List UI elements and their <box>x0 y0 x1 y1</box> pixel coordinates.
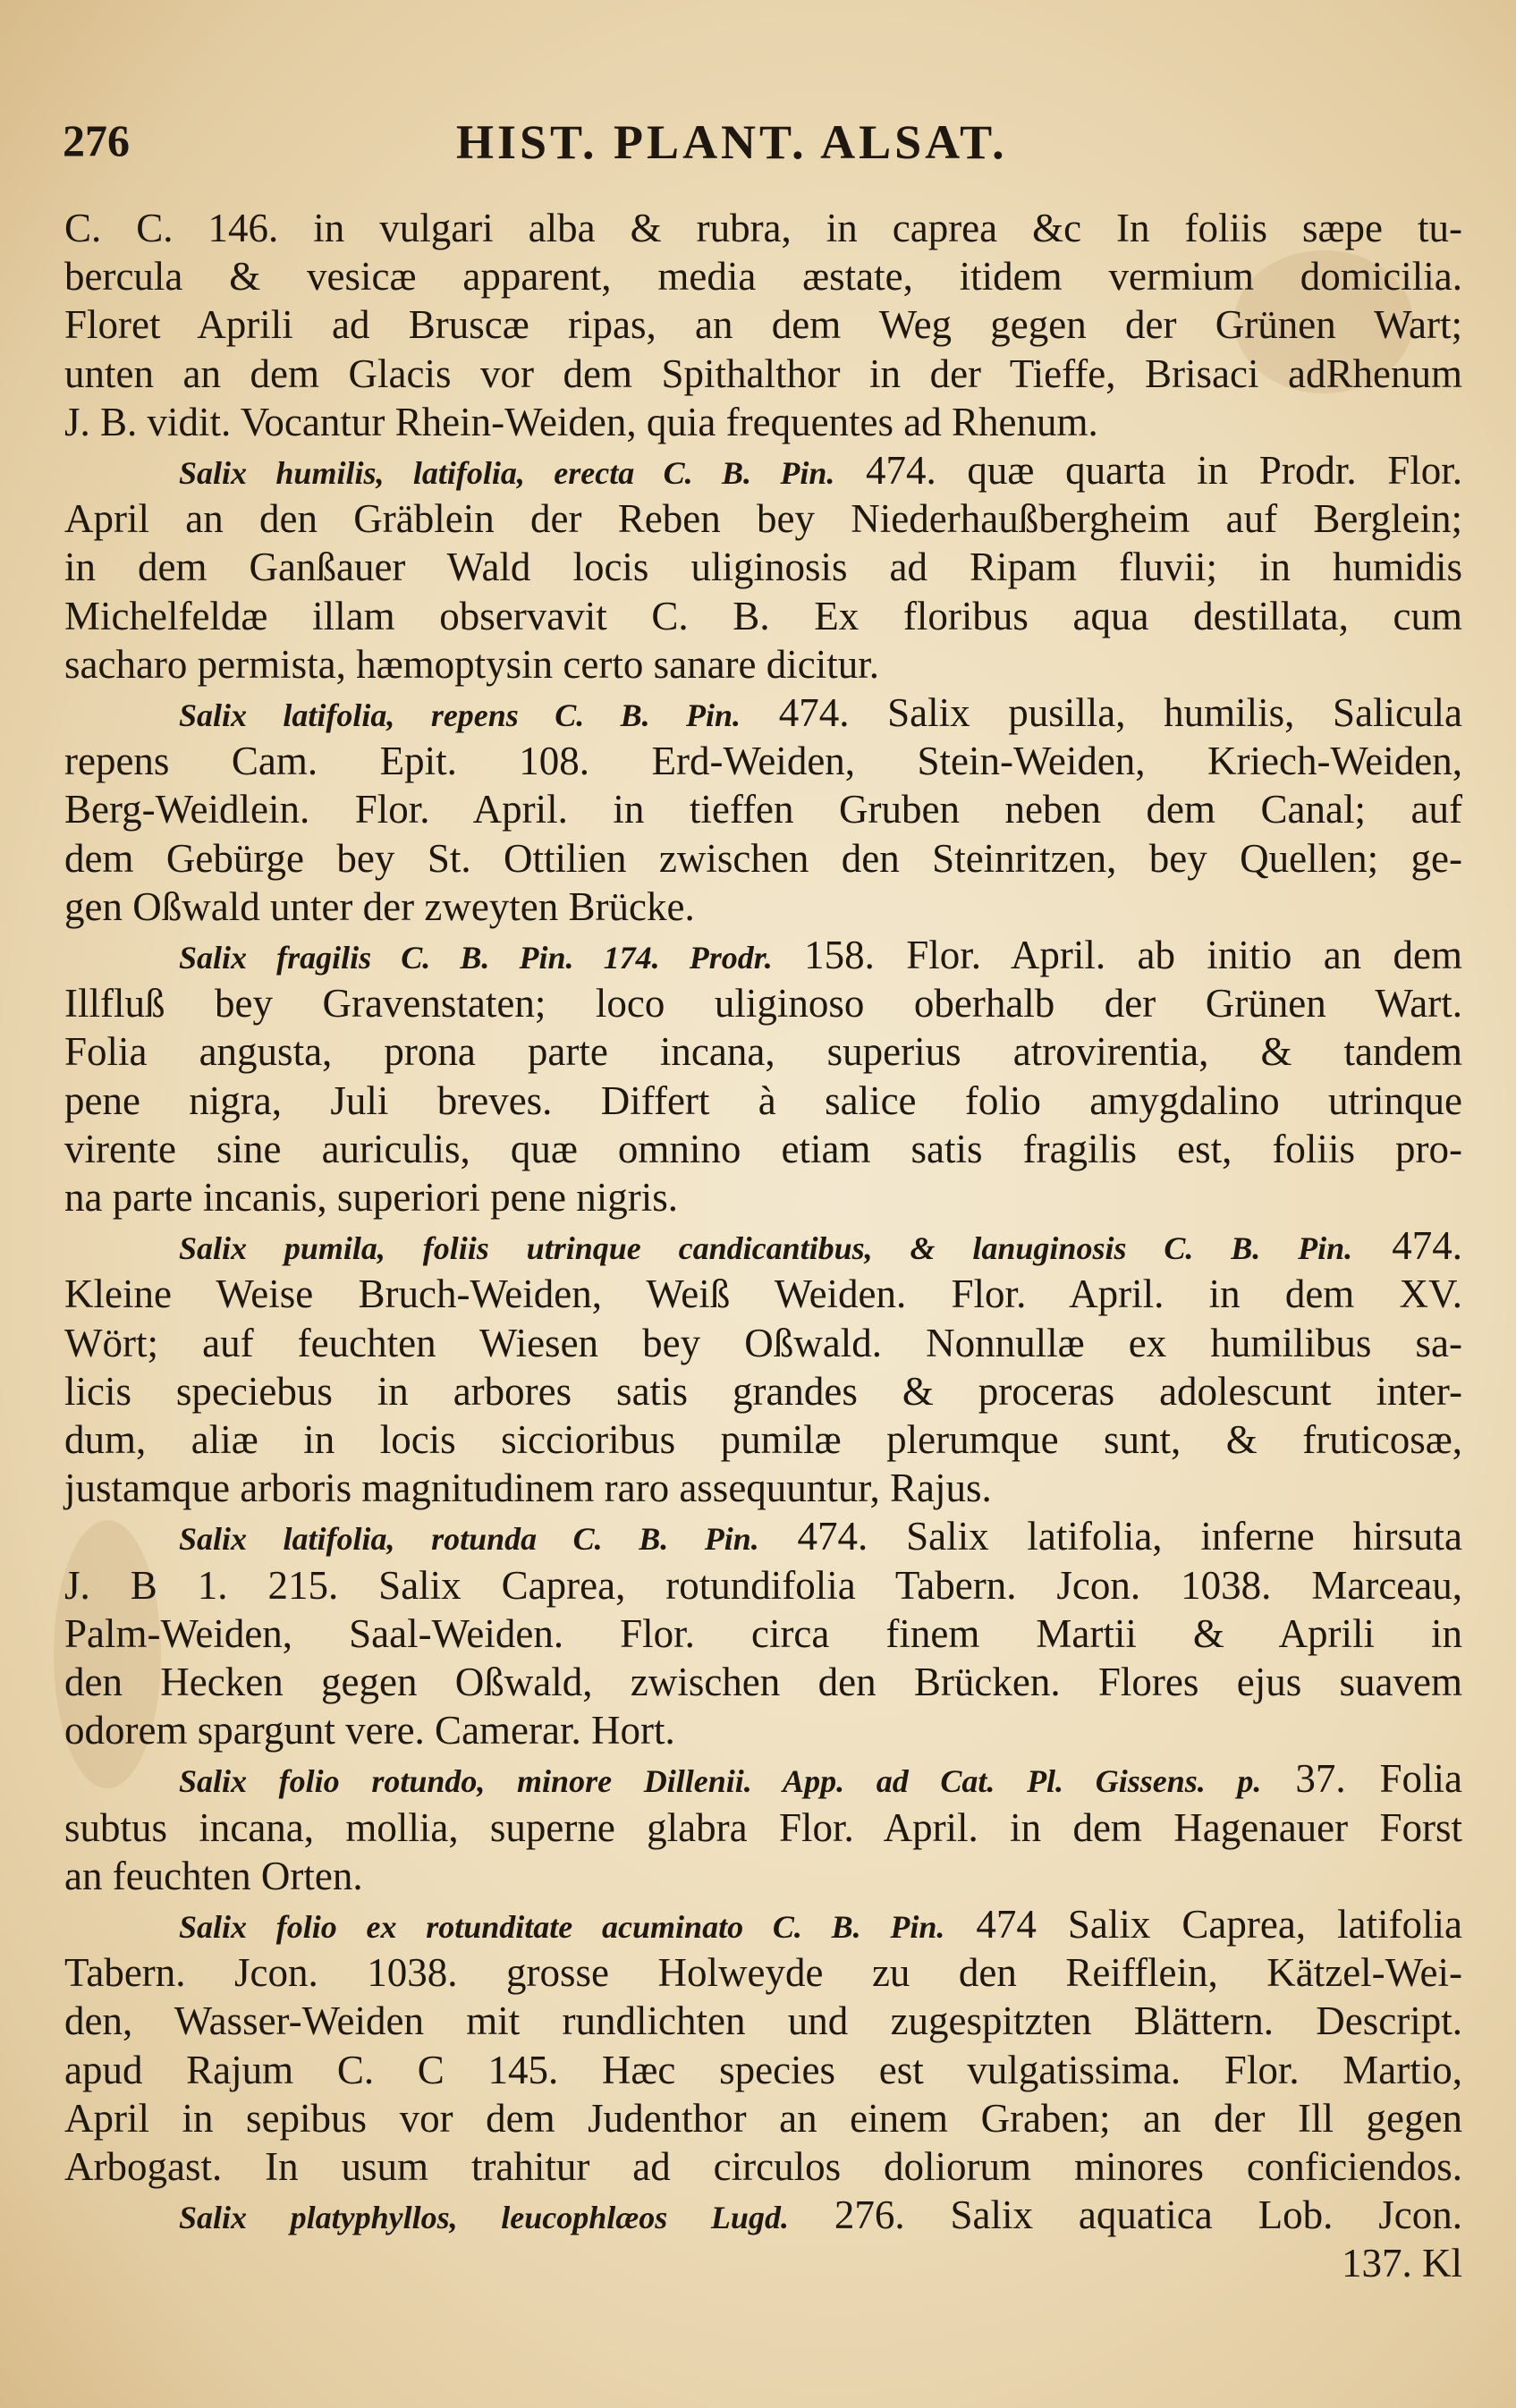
text-line <box>64 204 1462 252</box>
text-line <box>64 1948 1462 1997</box>
text-line <box>64 1319 1462 1367</box>
catchword: 137. Kl <box>1342 2241 1462 2286</box>
line-text: Arbogast. In usum trahitur ad circulos doliorum minores conficiendos. <box>64 2144 1462 2189</box>
line-text: pene nigra, Juli breves. Differt à salice folio amygdalino utrinque <box>64 1077 1462 1123</box>
text-line <box>64 1173 1462 1221</box>
line-text: dum, aliæ in locis siccioribus pumilæ plerumque sunt, & fruticosæ, <box>64 1417 1462 1462</box>
text-line <box>64 1706 1462 1754</box>
text-line <box>64 1415 1462 1464</box>
species-entry-line <box>179 931 1462 979</box>
text-line <box>64 979 1462 1027</box>
species-entry-line <box>179 446 1462 494</box>
species-entry-line <box>179 1754 1462 1803</box>
line-text: 474 Salix Caprea, latifolia <box>944 1902 1462 1947</box>
line-text: Floret Aprili ad Bruscæ ripas, an dem Weg gegen der Grünen Wart; <box>64 302 1462 348</box>
line-text: repens Cam. Epit. 108. Erd-Weiden, Stein-Weiden, Kriech-Weiden, <box>64 739 1462 784</box>
line-text: Wört; auf feuchten Wiesen bey Oßwald. Nonnullæ ex humilibus sa- <box>64 1320 1462 1365</box>
text-line <box>64 1610 1462 1658</box>
line-text: bercula & vesicæ apparent, media æstate, itidem vermium domicilia. <box>64 254 1462 300</box>
line-text: Tabern. Jcon. 1038. grosse Holweyde zu den Reifflein, Kätzel-Wei- <box>64 1950 1462 1996</box>
text-line <box>64 737 1462 785</box>
line-text: 37. Folia <box>1261 1756 1462 1802</box>
line-text: 158. Flor. April. ab initio an dem <box>772 933 1462 977</box>
text-line <box>64 1077 1462 1125</box>
line-text: J. B. vidit. Vocantur Rhein-Weiden, quia frequentes ad Rhenum. <box>64 399 1098 444</box>
text-line <box>64 592 1462 640</box>
text-line <box>64 1464 1462 1512</box>
line-text: 474. <box>1352 1223 1463 1269</box>
line-text: 474. Salix latifolia, inferne hirsuta <box>758 1514 1462 1559</box>
text-line <box>64 494 1462 543</box>
line-text: den Hecken gegen Oßwald, zwischen den Brücken. Flores ejus suavem <box>64 1660 1462 1704</box>
text-line <box>64 1027 1462 1076</box>
line-text: Kleine Weise Bruch-Weiden, Weiß Weiden. Flor. April. in dem XV. <box>64 1272 1462 1317</box>
line-text: unten an dem Glacis vor dem Spithalthor in der Tieffe, Brisaci adRhenum <box>64 351 1462 396</box>
species-entry-line <box>179 2191 1462 2239</box>
line-text: 474. quæ quarta in Prodr. Flor. <box>834 448 1462 493</box>
page-header <box>63 114 1462 177</box>
text-line <box>64 1561 1462 1610</box>
line-text: sacharo permista, hæmoptysin certo sanare dicitur. <box>64 641 879 687</box>
line-text: Palm-Weiden, Saal-Weiden. Flor. circa finem Martii & Aprili in <box>64 1610 1462 1656</box>
text-line <box>64 640 1462 689</box>
line-text: na parte incanis, superiori pene nigris. <box>64 1175 679 1220</box>
text-line <box>64 1367 1462 1415</box>
species-name: Salix humilis, latifolia, erecta C. B. Pin. <box>179 455 835 491</box>
species-name: Salix latifolia, rotunda C. B. Pin. <box>179 1521 759 1558</box>
line-text: licis speciebus in arbores satis grandes & proceras adolescunt inter- <box>64 1368 1462 1414</box>
species-entry-line <box>179 1221 1462 1270</box>
text-line <box>64 2046 1462 2094</box>
line-text: Illfluß bey Gravenstaten; loco uliginoso oberhalb der Grünen Wart. <box>64 981 1462 1027</box>
species-entry-line <box>179 689 1462 737</box>
text-line <box>64 1852 1462 1900</box>
line-text: in dem Ganßauer Wald locis uliginosis ad Ripam fluvii; in humidis <box>64 545 1462 590</box>
text-line <box>64 2142 1462 2191</box>
text-line <box>64 1125 1462 1173</box>
species-name: Salix folio ex rotunditate acuminato C. B. Pin. <box>179 1909 945 1945</box>
species-name: Salix platyphyllos, leucophlæos Lugd. <box>179 2200 789 2236</box>
line-text: odorem spargunt vere. Camerar. Hort. <box>64 1708 675 1753</box>
line-text: C. C. 146. in vulgari alba & rubra, in caprea &c In foliis sæpe tu- <box>64 206 1462 250</box>
line-text: Folia angusta, prona parte incana, superius atrovirentia, & tandem <box>64 1029 1462 1075</box>
running-title: HIST. PLANT. ALSAT. <box>456 115 1008 169</box>
line-text: 474. Salix pusilla, humilis, Salicula <box>741 690 1462 735</box>
text-line <box>64 1658 1462 1706</box>
species-name: Salix folio rotundo, minore Dillenii. App. ad Cat. Pl. Gissens. p. <box>179 1763 1262 1800</box>
text-line <box>64 883 1462 931</box>
line-text: justamque arboris magnitudinem raro assequuntur, Rajus. <box>64 1466 992 1511</box>
text-line <box>64 1270 1462 1318</box>
line-text: virente sine auriculis, quæ omnino etiam satis fragilis est, foliis pro- <box>64 1126 1462 1171</box>
line-text: April an den Gräblein der Reben bey Niederhaußbergheim auf Berglein; <box>64 496 1462 542</box>
line-text: an feuchten Orten. <box>64 1853 363 1898</box>
text-line <box>64 398 1462 446</box>
line-text: Berg-Weidlein. Flor. April. in tieffen Gruben neben dem Canal; auf <box>64 787 1462 832</box>
text-line <box>64 834 1462 883</box>
text-line <box>64 1804 1462 1852</box>
line-text: April in sepibus vor dem Judenthor an einem Graben; an der Ill gegen <box>64 2095 1462 2141</box>
species-name: Salix latifolia, repens C. B. Pin. <box>179 697 741 733</box>
text-line <box>64 252 1462 300</box>
text-line <box>64 785 1462 833</box>
species-entry-line <box>179 1512 1462 1560</box>
line-text: Michelfeldæ illam observavit C. B. Ex floribus aqua destillata, cum <box>64 593 1462 638</box>
species-entry-line <box>179 1900 1462 1948</box>
text-line <box>64 543 1462 591</box>
page-number: 276 <box>63 115 130 165</box>
line-text: den, Wasser-Weiden mit rundlichten und zugespitzten Blättern. Descript. <box>64 1998 1462 2044</box>
line-text: apud Rajum C. C 145. Hæc species est vulgatissima. Flor. Martio, <box>64 2047 1462 2092</box>
line-text: dem Gebürge bey St. Ottilien zwischen den Steinritzen, bey Quellen; ge- <box>64 835 1462 881</box>
line-text: subtus incana, mollia, superne glabra Flor. April. in dem Hagenauer Forst <box>64 1804 1462 1850</box>
species-name: Salix pumila, foliis utrinque candicantibus, & lanuginosis C. B. Pin. <box>179 1230 1353 1267</box>
text-line <box>64 350 1462 398</box>
line-text: J. B 1. 215. Salix Caprea, rotundifolia Tabern. Jcon. 1038. Marceau, <box>64 1562 1462 1608</box>
text-line <box>64 300 1462 349</box>
line-text: 276. Salix aquatica Lob. Jcon. <box>788 2193 1462 2238</box>
text-line <box>64 1997 1462 2045</box>
line-text: gen Oßwald unter der zweyten Brücke. <box>64 883 695 929</box>
species-name: Salix fragilis C. B. Pin. 174. Prodr. <box>179 940 773 976</box>
text-line <box>64 2094 1462 2142</box>
